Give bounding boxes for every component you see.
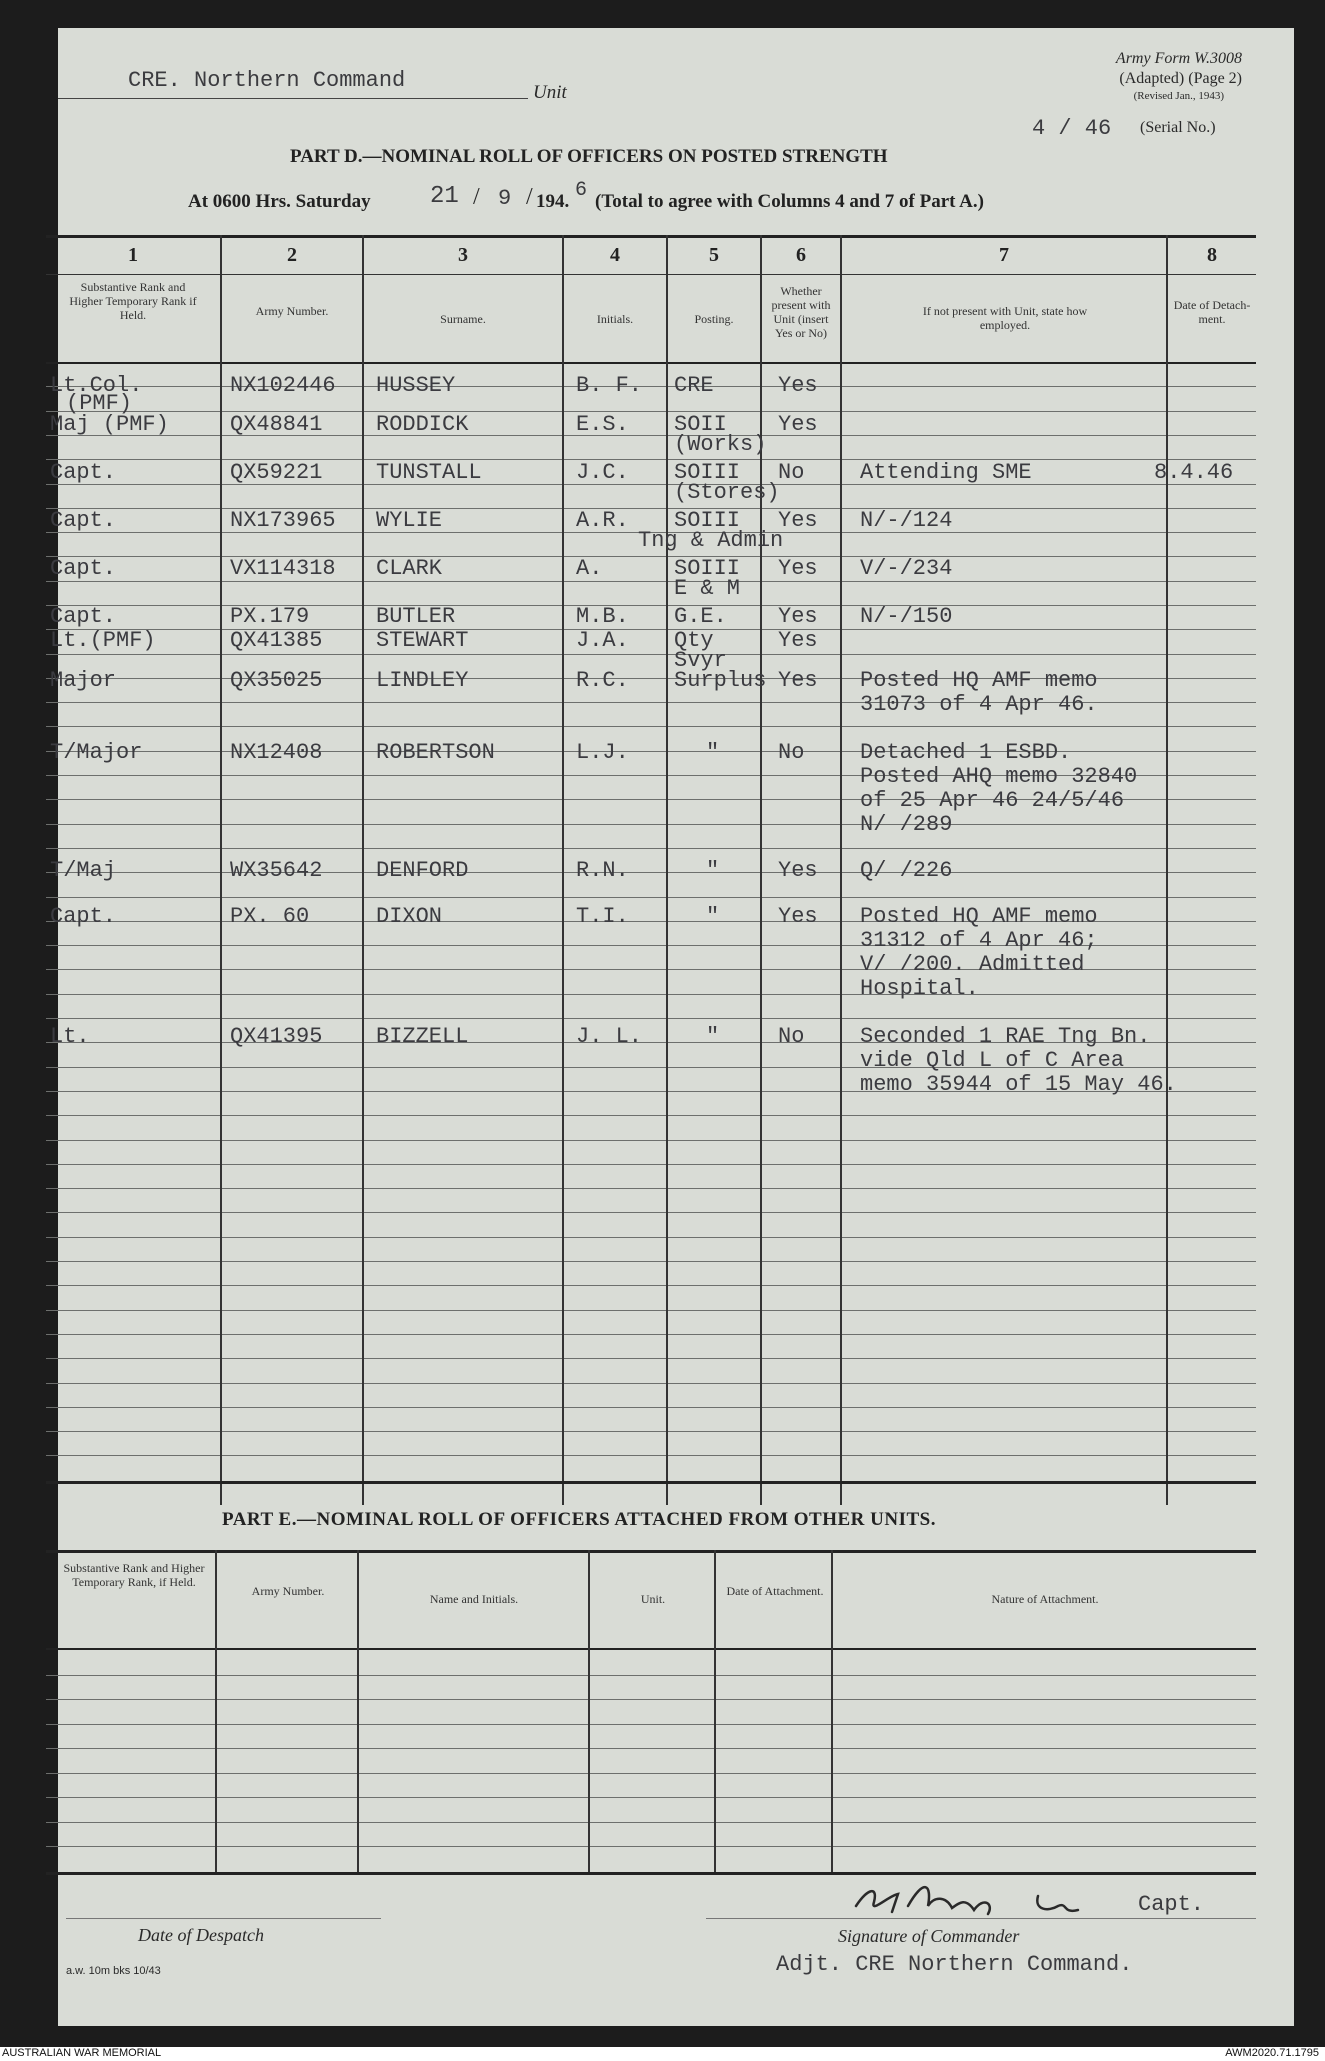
initials-cell: A.R. <box>576 508 629 533</box>
colnum-5: 5 <box>709 244 719 266</box>
posting-cell: E & M <box>674 576 741 601</box>
detach-date-cell: 8.4.46 <box>1154 460 1234 485</box>
print-code: a.w. 10m bks 10/43 <box>66 1965 161 1977</box>
row-rule <box>46 435 1256 436</box>
archive-bar <box>0 2047 1325 2061</box>
initials-cell: R.N. <box>576 858 629 883</box>
form-page <box>50 28 1294 2026</box>
row-rule <box>46 1237 1256 1238</box>
initials-cell: J.A. <box>576 628 629 653</box>
e-col-divider-2 <box>357 1550 359 1872</box>
rank-cell: Capt. <box>50 460 117 485</box>
army-number-cell: NX12408 <box>230 740 323 765</box>
present-cell: Yes <box>778 628 818 653</box>
header-detach-date: Date of Detach-ment. <box>1173 298 1251 326</box>
date-day: 21 <box>430 183 459 210</box>
row-rule <box>46 1455 1256 1456</box>
rank-cell: Capt. <box>50 604 117 629</box>
serial-value: 4 / 46 <box>1032 116 1112 141</box>
colnum-rule <box>46 274 1256 275</box>
employed-cell: N/-/150 <box>860 604 953 629</box>
initials-cell: L.J. <box>576 740 629 765</box>
surname-cell: HUSSEY <box>376 373 456 398</box>
table-bottom-rule <box>46 1481 1256 1484</box>
row-rule <box>46 484 1256 485</box>
col-divider-3 <box>562 235 564 1505</box>
colnum-6: 6 <box>796 244 806 266</box>
archive-right: AWM2020.71.1795 <box>1225 2047 1319 2059</box>
posting-cell: SOII <box>674 412 727 437</box>
col-divider-1 <box>220 235 222 1505</box>
present-cell: Yes <box>778 668 818 693</box>
row-rule <box>46 605 1256 606</box>
row-rule <box>46 1018 1256 1019</box>
header-bottom-rule <box>46 362 1256 364</box>
part-e-header-rule <box>46 1648 1256 1650</box>
col-divider-4 <box>666 235 668 1505</box>
row-rule <box>46 1140 1256 1141</box>
row-rule <box>46 1358 1256 1359</box>
surname-cell: WYLIE <box>376 508 443 533</box>
row-rule <box>46 411 1256 412</box>
despatch-line <box>66 1918 381 1919</box>
army-number-cell: PX.179 <box>230 604 310 629</box>
employed-cell: Posted HQ AMF memo <box>860 668 1098 693</box>
row-rule <box>46 1261 1256 1262</box>
army-number-cell: VX114318 <box>230 556 336 581</box>
signature-label: Signature of Commander <box>838 1926 1020 1946</box>
rank-cell: Capt. <box>50 904 117 929</box>
row-rule <box>46 654 1256 655</box>
date-month: 9 <box>498 186 512 211</box>
initials-cell: J. L. <box>576 1024 643 1049</box>
col-divider-7 <box>1166 235 1168 1505</box>
present-cell: Yes <box>778 904 818 929</box>
row-rule <box>46 824 1256 825</box>
row-rule <box>46 872 1256 873</box>
surname-cell: ROBERTSON <box>376 740 495 765</box>
col-divider-6 <box>840 235 842 1505</box>
colnum-3: 3 <box>458 244 468 266</box>
row-rule <box>46 1115 1256 1116</box>
part-e-title: PART E.—NOMINAL ROLL OF OFFICERS ATTACHED FROM OTHER UNITS. <box>222 1509 936 1530</box>
employed-cell: V/-/234 <box>860 556 953 581</box>
posting-cell: SOIII <box>674 460 741 485</box>
posting-cell: G.E. <box>674 604 727 629</box>
e-header-name: Name and Initials. <box>429 1592 519 1606</box>
rank-cell: T/Major <box>50 740 143 765</box>
row-rule <box>46 556 1256 557</box>
row-rule <box>46 1212 1256 1213</box>
e-col-divider-4 <box>714 1550 716 1872</box>
surname-cell: DIXON <box>376 904 443 929</box>
colnum-4: 4 <box>610 244 620 266</box>
e-header-attach-date: Date of Attachment. <box>726 1584 824 1598</box>
rank-cell: Capt. <box>50 556 117 581</box>
date-of-despatch-label: Date of Despatch <box>138 1925 264 1945</box>
e-row-rule <box>46 1822 1256 1823</box>
posting-cell: Surplus <box>674 668 767 693</box>
row-rule <box>46 1407 1256 1408</box>
row-rule <box>46 1334 1256 1335</box>
date-year-prefix: 194. <box>536 191 570 212</box>
form-adapted: (Adapted) (Page 2) <box>1119 70 1242 87</box>
army-number-cell: PX. 60 <box>230 904 310 929</box>
present-cell: No <box>778 740 805 765</box>
army-number-cell: QX48841 <box>230 412 323 437</box>
surname-cell: TUNSTALL <box>376 460 482 485</box>
e-col-divider-5 <box>831 1550 833 1872</box>
initials-cell: M.B. <box>576 604 629 629</box>
posting-cell: Svyr <box>674 648 727 673</box>
serial-label: (Serial No.) <box>1140 119 1216 136</box>
rank-cell: (PMF) <box>66 391 133 416</box>
table-top-rule <box>46 235 1256 238</box>
row-rule <box>46 994 1256 995</box>
row-rule <box>46 1285 1256 1286</box>
colnum-1: 1 <box>128 244 138 266</box>
e-row-rule <box>46 1699 1256 1700</box>
initials-cell: E.S. <box>576 412 629 437</box>
header-surname: Surname. <box>440 312 486 326</box>
army-number-cell: QX35025 <box>230 668 323 693</box>
employed-cell: Hospital. <box>860 976 979 1001</box>
col-divider-2 <box>362 235 364 1505</box>
total-note: (Total to agree with Columns 4 and 7 of Part A.) <box>595 191 984 212</box>
army-number-cell: WX35642 <box>230 858 323 883</box>
surname-cell: LINDLEY <box>376 668 469 693</box>
posting-cell: Qty <box>674 628 714 653</box>
colnum-2: 2 <box>287 244 297 266</box>
posting-cell: " <box>706 858 720 883</box>
surname-cell: CLARK <box>376 556 443 581</box>
row-rule <box>46 1431 1256 1432</box>
rank-cell: Major <box>50 668 117 693</box>
army-number-cell: NX173965 <box>230 508 336 533</box>
rank-cell: Lt.Col. <box>50 373 143 398</box>
present-cell: Yes <box>778 412 818 437</box>
employed-cell: Q/ /226 <box>860 858 953 883</box>
header-present: Whether present with Unit (insert Yes or No) <box>771 284 831 340</box>
form-number: Army Form W.3008 <box>1115 50 1242 67</box>
row-rule <box>46 1188 1256 1189</box>
surname-cell: BUTLER <box>376 604 456 629</box>
e-header-army-number: Army Number. <box>251 1584 325 1598</box>
header-initials: Initials. <box>596 312 634 326</box>
colnum-7: 7 <box>999 244 1009 266</box>
date-year-digit: 6 <box>575 179 588 202</box>
date-slash-1: / <box>473 184 480 210</box>
archive-left: AUSTRALIAN WAR MEMORIAL <box>2 2047 162 2059</box>
row-rule <box>46 897 1256 898</box>
surname-cell: RODDICK <box>376 412 469 437</box>
present-cell: No <box>778 460 805 485</box>
employed-cell: N/ /289 <box>860 812 953 837</box>
row-rule <box>46 508 1256 509</box>
initials-cell: B. F. <box>576 373 643 398</box>
present-cell: Yes <box>778 858 818 883</box>
date-slash-2: / <box>526 184 533 210</box>
rank-cell: Maj (PMF) <box>50 412 169 437</box>
at-hours-prefix: At 0600 Hrs. Saturday <box>188 191 371 212</box>
unit-underline <box>58 98 528 99</box>
army-number-cell: QX41395 <box>230 1024 323 1049</box>
posting-cell: SOIII <box>674 508 741 533</box>
posting-cell: " <box>706 740 720 765</box>
initials-cell: J.C. <box>576 460 629 485</box>
present-cell: Yes <box>778 556 818 581</box>
header-army-number: Army Number. <box>255 304 329 318</box>
posting-cell: Tng & Admin <box>638 528 784 553</box>
initials-cell: T.I. <box>576 904 629 929</box>
initials-cell: R.C. <box>576 668 629 693</box>
employed-cell: V/ /200. Admitted <box>860 952 1085 977</box>
part-d-title: PART D.—NOMINAL ROLL OF OFFICERS ON POSTED STRENGTH <box>290 146 888 167</box>
employed-cell: Attending SME <box>860 460 1032 485</box>
employed-cell: Seconded 1 RAE Tng Bn. <box>860 1024 1151 1049</box>
posting-cell: " <box>706 904 720 929</box>
e-row-rule <box>46 1797 1256 1798</box>
e-col-divider-3 <box>588 1550 590 1872</box>
rank-cell: Capt. <box>50 508 117 533</box>
army-number-cell: QX41385 <box>230 628 323 653</box>
header-rank: Substantive Rank and Higher Temporary Rank if Held. <box>69 280 197 322</box>
army-number-cell: NX102446 <box>230 373 336 398</box>
row-rule <box>46 386 1256 387</box>
commander-signature <box>848 1866 1168 1926</box>
employed-cell: Posted HQ AMF memo <box>860 904 1098 929</box>
row-rule <box>46 1310 1256 1311</box>
row-rule <box>46 1383 1256 1384</box>
header-posting: Posting. <box>694 312 734 326</box>
employed-cell: 31073 of 4 Apr 46. <box>860 692 1098 717</box>
colnum-8: 8 <box>1207 244 1217 266</box>
row-rule <box>46 459 1256 460</box>
employed-cell: Detached 1 ESBD. <box>860 740 1072 765</box>
row-rule <box>46 751 1256 752</box>
present-cell: No <box>778 1024 805 1049</box>
header-employed: If not present with Unit, state how employed. <box>922 304 1088 332</box>
present-cell: Yes <box>778 373 818 398</box>
posting-cell: (Works) <box>674 432 767 457</box>
part-e-top-rule <box>46 1550 1256 1553</box>
e-header-nature: Nature of Attachment. <box>991 1592 1099 1606</box>
surname-cell: BIZZELL <box>376 1024 469 1049</box>
unit-value: CRE. Northern Command <box>128 68 406 93</box>
rank-cell: Lt.(PMF) <box>50 628 156 653</box>
employed-cell: of 25 Apr 46 24/5/46 <box>860 788 1125 813</box>
employed-cell: vide Qld L of C Area <box>860 1048 1125 1073</box>
e-row-rule <box>46 1724 1256 1725</box>
employed-cell: Posted AHQ memo 32840 <box>860 764 1138 789</box>
row-rule <box>46 1164 1256 1165</box>
present-cell: Yes <box>778 508 818 533</box>
rank-cell: Lt. <box>50 1024 90 1049</box>
e-row-rule <box>46 1846 1256 1847</box>
posting-cell: " <box>706 1024 720 1049</box>
surname-cell: STEWART <box>376 628 469 653</box>
row-rule <box>46 848 1256 849</box>
e-row-rule <box>46 1748 1256 1749</box>
army-number-cell: QX59221 <box>230 460 323 485</box>
e-row-rule <box>46 1773 1256 1774</box>
surname-cell: DENFORD <box>376 858 469 883</box>
row-rule <box>46 581 1256 582</box>
row-rule <box>46 629 1256 630</box>
col-divider-5 <box>760 235 762 1505</box>
posting-cell: CRE <box>674 373 714 398</box>
row-rule <box>46 726 1256 727</box>
e-header-rank: Substantive Rank and Higher Temporary Rank, if Held. <box>63 1561 205 1589</box>
employed-cell: N/-/124 <box>860 508 953 533</box>
employed-cell: 31312 of 4 Apr 46; <box>860 928 1098 953</box>
signer-title: Adjt. CRE Northern Command. <box>776 1952 1133 1977</box>
unit-label: Unit <box>533 82 567 103</box>
e-col-divider-1 <box>215 1550 217 1872</box>
posting-cell: (Stores) <box>674 480 780 505</box>
signer-rank: Capt. <box>1138 1892 1205 1917</box>
e-header-unit: Unit. <box>640 1592 666 1606</box>
form-revised: (Revised Jan., 1943) <box>1133 90 1224 102</box>
initials-cell: A. <box>576 556 603 581</box>
employed-cell: memo 35944 of 15 May 46. <box>860 1072 1177 1097</box>
posting-cell: SOIII <box>674 556 741 581</box>
rank-cell: T/Maj <box>50 858 117 883</box>
present-cell: Yes <box>778 604 818 629</box>
e-row-rule <box>46 1675 1256 1676</box>
signature-line <box>706 1918 1256 1919</box>
